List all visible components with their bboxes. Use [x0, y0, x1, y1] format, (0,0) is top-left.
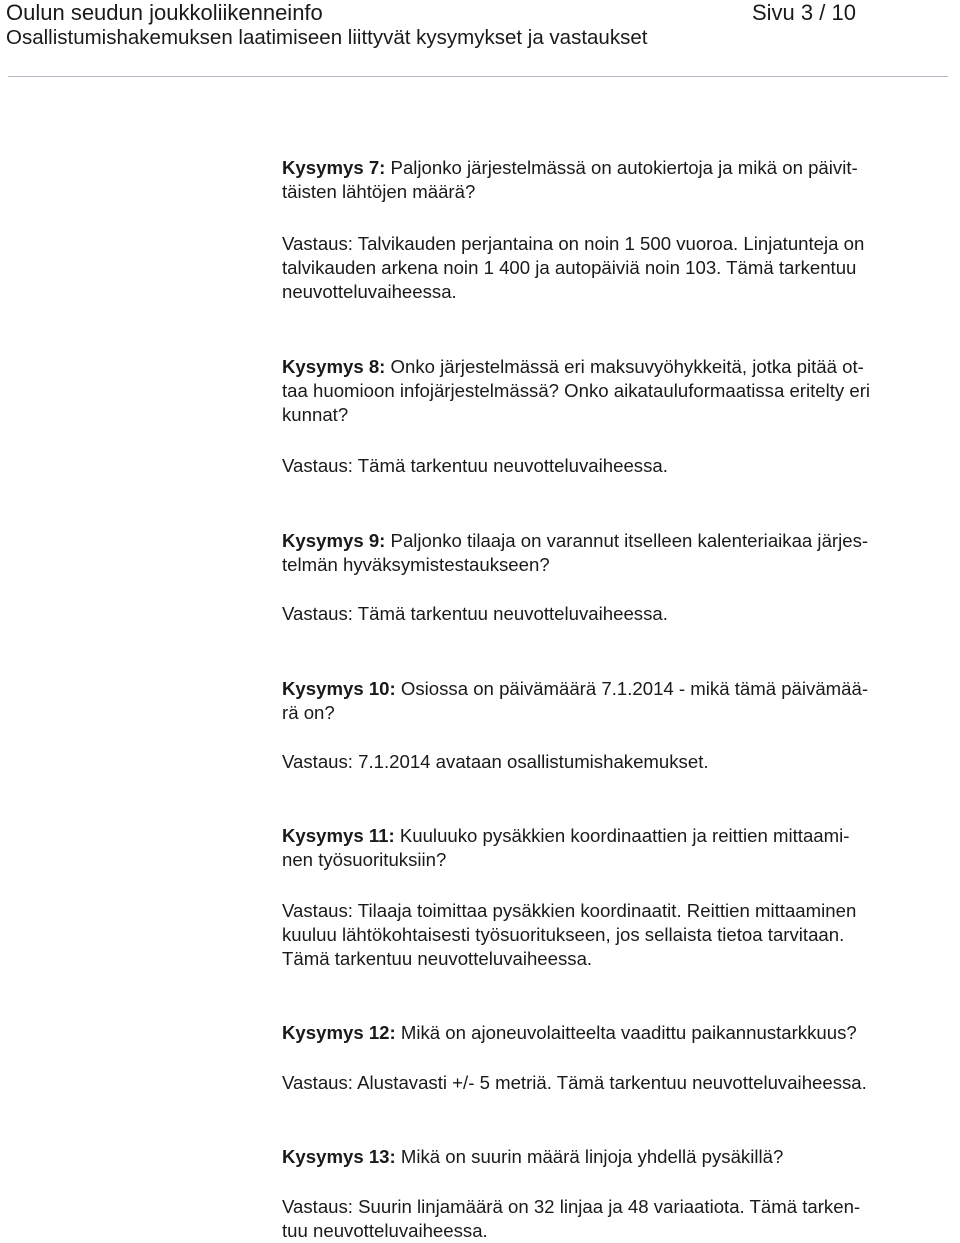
- question-text: Kuuluuko pysäkkien koordinaattien ja reittien mittaami-: [394, 825, 850, 846]
- question-text: Paljonko tilaaja on varannut itselleen kalenteriaikaa järjes-: [385, 530, 869, 551]
- answer-text: Vastaus: Alustavasti +/- 5 metriä. Tämä tarkentuu neuvotteluvaiheessa.: [282, 1072, 867, 1093]
- question-text: taa huomioon infojärjestelmässä? Onko aikatauluformaatissa eritelty eri: [282, 380, 871, 401]
- document-title: Oulun seudun joukkoliikenneinfo: [6, 0, 323, 25]
- question-text: täisten lähtöjen määrä?: [282, 181, 476, 202]
- answer-text: Vastaus: Talvikauden perjantaina on noin 1 500 vuoroa. Linjatunteja on: [282, 233, 865, 254]
- answer-text: talvikauden arkena noin 1 400 ja autopäiviä noin 103. Tämä tarkentuu: [282, 257, 857, 278]
- question-text: Mikä on ajoneuvolaitteelta vaadittu paikannustarkkuus?: [395, 1022, 857, 1043]
- answer-7: [282, 232, 864, 304]
- question-13: [282, 1145, 783, 1169]
- question-text: telmän hyväksymistestaukseen?: [282, 554, 550, 575]
- question-10: [282, 677, 868, 725]
- answer-text: Vastaus: 7.1.2014 avataan osallistumishakemukset.: [282, 751, 709, 772]
- question-label: Kysymys 8:: [282, 356, 386, 377]
- answer-8: [282, 454, 668, 478]
- question-11: [282, 824, 849, 872]
- question-label: Kysymys 7:: [282, 157, 386, 178]
- answer-10: [282, 750, 709, 774]
- answer-text: neuvotteluvaiheessa.: [282, 281, 457, 302]
- document-subtitle: Osallistumishakemuksen laatimiseen liittyvät kysymykset ja vastaukset: [6, 26, 648, 49]
- question-text: Onko järjestelmässä eri maksuvyöhykkeitä, jotka pitää ot-: [385, 356, 864, 377]
- question-label: Kysymys 10:: [282, 678, 396, 699]
- answer-text: Tämä tarkentuu neuvotteluvaiheessa.: [282, 948, 593, 969]
- question-text: Paljonko järjestelmässä on autokiertoja ja mikä on päivit-: [385, 157, 858, 178]
- question-text: nen työsuorituksiin?: [282, 849, 447, 870]
- question-label: Kysymys 13:: [282, 1146, 396, 1167]
- answer-12: [282, 1071, 867, 1095]
- page-number: Sivu 3 / 10: [752, 0, 856, 25]
- answer-text: Vastaus: Suurin linjamäärä on 32 linjaa ja 48 variaatiota. Tämä tarken-: [282, 1196, 861, 1217]
- question-label: Kysymys 11:: [282, 825, 395, 846]
- question-text: kunnat?: [282, 404, 349, 425]
- question-text: Mikä on suurin määrä linjoja yhdellä pysäkillä?: [395, 1146, 784, 1167]
- question-text: Osiossa on päivämäärä 7.1.2014 - mikä tämä päivämää-: [395, 678, 869, 699]
- page-header: [0, 0, 960, 80]
- answer-text: Vastaus: Tilaaja toimittaa pysäkkien koordinaatit. Reittien mittaaminen: [282, 900, 857, 921]
- question-12: [282, 1021, 857, 1045]
- question-text: rä on?: [282, 702, 335, 723]
- question-9: [282, 529, 868, 577]
- answer-text: kuuluu lähtökohtaisesti työsuoritukseen, jos sellaista tietoa tarvitaan.: [282, 924, 845, 945]
- answer-text: tuu neuvotteluvaiheessa.: [282, 1220, 488, 1241]
- answer-9: [282, 602, 668, 626]
- answer-11: [282, 899, 856, 971]
- question-label: Kysymys 9:: [282, 530, 386, 551]
- question-8: [282, 355, 870, 427]
- header-divider: [8, 76, 948, 77]
- answer-13: [282, 1195, 860, 1243]
- answer-text: Vastaus: Tämä tarkentuu neuvotteluvaiheessa.: [282, 455, 668, 476]
- question-label: Kysymys 12:: [282, 1022, 396, 1043]
- question-7: [282, 156, 858, 204]
- answer-text: Vastaus: Tämä tarkentuu neuvotteluvaiheessa.: [282, 603, 668, 624]
